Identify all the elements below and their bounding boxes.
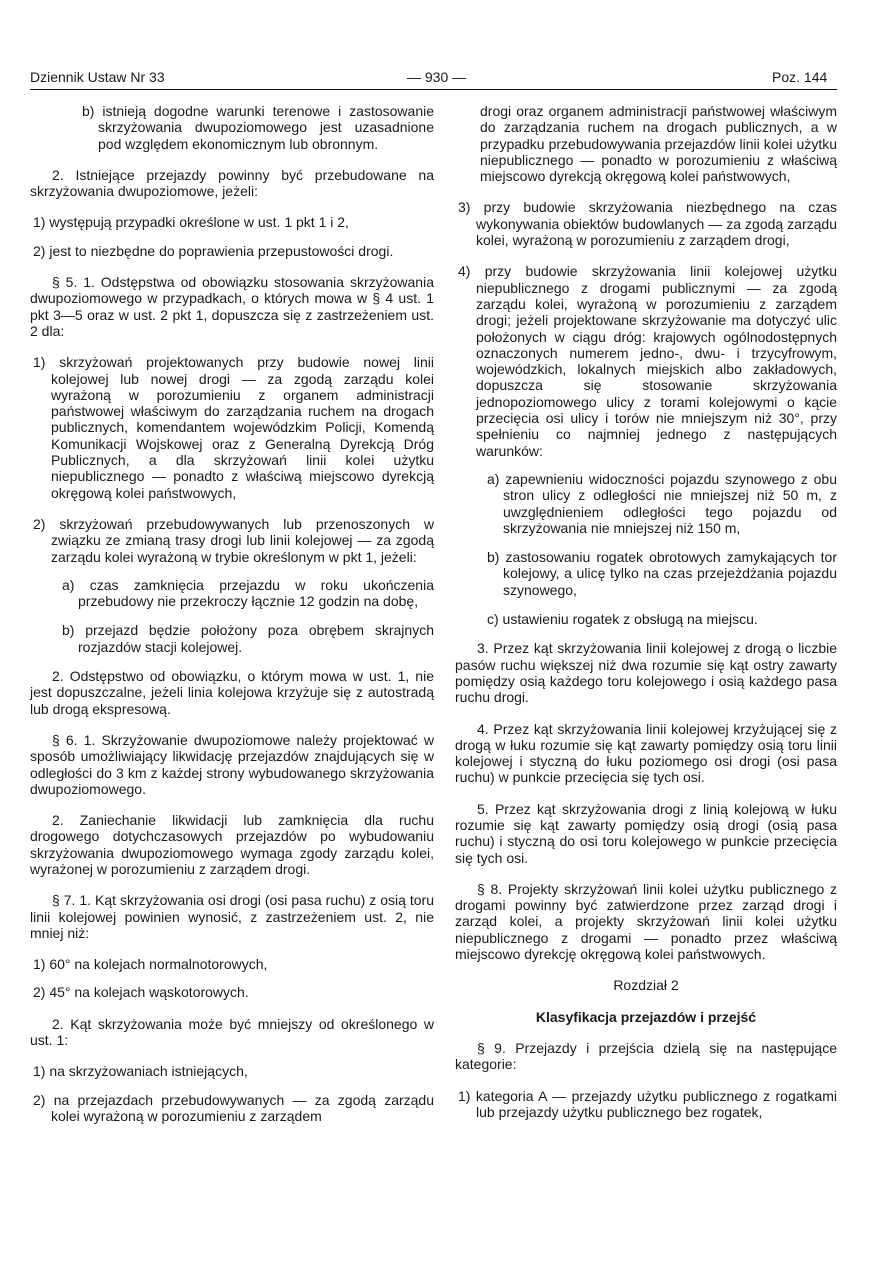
list-item: 4) przy budowie skrzyżowania linii kolejowej użytku niepublicznego z drogami publicznymi — za zgodą zarządu kolei, wyrażoną w porozumieniu z zarządem drogi; jeżeli projektowane skrzyżowanie ma dotyczyć ulic położonych w ciągu dróg: krajowych ogólnodostępnych oznaczonych numerem jedno-, dwu- i trzycyfrowym, wojewódzkich, lokalnych miejskich albo zakładowych, dopuszcza się stosowanie skrzyżowania jednopoziomowego ulicy z torami kolejowymi o kącie przecięcia osi ulicy i torów nie mniejszym niż 30°, przy spełnieniu co najmniej jednego z następujących warunków: — [458, 263, 837, 459]
paragraph: 2. Zaniechanie likwidacji lub zamknięcia dla ruchu drogowego dotychczasowych przejazdów po wybudowaniu skrzyżowania dwupoziomowego wymaga zgody zarządu kolei, wyrażonej w porozumieniu z zarządem drogi. — [30, 812, 434, 877]
list-item: 1) kategoria A — przejazdy użytku publicznego z rogatkami lub przejazdy użytku publicznego bez rogatek, — [458, 1087, 837, 1120]
paragraph: drogi oraz organem administracji państwowej właściwym do zarządzania ruchem na drogach publicznych, a w przypadku przebudowywania przejazdów linii kolei użytku niepublicznego — ponadto w porozumieniu z właściwą miejscowo dyrekcją okręgową kolei państwowych, — [480, 103, 837, 185]
paragraph: b) istnieją dogodne warunki terenowe i zastosowanie skrzyżowania dwupoziomowego jest uzasadnione pod względem ekonomicznym lub obronnym. — [82, 103, 434, 152]
paragraph: 2. Odstępstwo od obowiązku, o którym mowa w ust. 1, nie jest dopuszczalne, jeżeli linia kolejowa krzyżuje się z autostradą lub drogą ekspresową. — [30, 668, 434, 717]
list-item: 1) skrzyżowań projektowanych przy budowie nowej linii kolejowej lub nowej drogi — za zgodą zarządu kolei wyrażoną w porozumieniu z organem administracji państwowej właściwym do zarządzania ruchem na drogach publicznych, komendantem wojewódzkim Policji, Komendą Komunikacji Wojskowej oraz z Generalną Dyrekcją Dróg Publicznych, a dla skrzyżowań linii kolei użytku niepublicznego — ponadto z właściwą miejscowo dyrekcją okręgową kolei państwowych, — [33, 354, 434, 501]
page-number: — 930 — — [407, 69, 467, 85]
list-item: 2) na przejazdach przebudowywanych — za zgodą zarządu kolei wyrażoną w porozumieniu z zarządem — [33, 1091, 434, 1124]
paragraph: 5. Przez kąt skrzyżowania drogi z linią kolejową w łuku rozumie się kąt zawarty pomiędzy osią drogi (osią pasa ruchu) i styczną do osi toru kolejowego w punkcie przecięcia się tych osi. — [455, 800, 837, 866]
left-column — [30, 103, 434, 1139]
sub-list-item: b) przejazd będzie położony poza obrębem skrajnych rozjazdów stacji kolejowej. — [62, 622, 434, 655]
paragraph: § 8. Projekty skrzyżowań linii kolei użytku publicznego z drogami powinny być zatwierdzone przez zarząd drogi i zarząd kolei, a projekty skrzyżowań linii kolei użytku niepublicznego z drogami — ponadto przez właściwą miejscowo dyrekcję okręgową kolei państwowych. — [455, 880, 837, 963]
chapter-title: Klasyfikacja przejazdów i przejść — [535, 1008, 757, 1025]
paragraph: 2. Istniejące przejazdy powinny być przebudowane na skrzyżowania dwupoziomowe, jeżeli: — [30, 166, 434, 200]
list-item: 2) 45° na kolejach wąskotorowych. — [33, 984, 249, 1001]
list-item: 2) jest to niezbędne do poprawienia przepustowości drogi. — [33, 242, 394, 259]
list-item: 2) skrzyżowań przebudowywanych lub przenoszonych w związku ze zmianą trasy drogi lub linii kolejowej — za zgodą zarządu kolei wyrażoną w trybie określonym w pkt 1, jeżeli: — [33, 515, 434, 565]
position-number: Poz. 144 — [772, 69, 828, 85]
paragraph: 3. Przez kąt skrzyżowania linii kolejowej z drogą o liczbie pasów ruchu większej niż dwa rozumie się kąt ostry zawarty pomiędzy osią każdego toru kolejowego i osią każdego pasa ruchu drogi. — [455, 640, 837, 706]
sub-list-item: b) zastosowaniu rogatek obrotowych zamykających tor kolejowy, a ulicę tylko na czas przejeżdżania pojazdu szynowego, — [487, 549, 837, 598]
paragraph: 4. Przez kąt skrzyżowania linii kolejowej krzyżującej się z drogą w łuku rozumie się kąt zawarty pomiędzy osią toru linii kolejowej i styczną do łuku poziomego osi drogi (osi pasa ruchu) w punkcie przecięcia się tych osi. — [455, 720, 837, 786]
sub-list-item: a) zapewnieniu widoczności pojazdu szynowego z obu stron ulicy z odległości nie mniejszej niż 50 m, z uwzględnieniem odległości tego pojazdu od skrzyżowania nie mniejszej niż 150 m, — [487, 470, 837, 536]
journal-title: Dziennik Ustaw Nr 33 — [30, 69, 165, 85]
right-column — [455, 103, 837, 1135]
paragraph: § 9. Przejazdy i przejścia dzielą się na następujące kategorie: — [455, 1039, 837, 1073]
header-rule — [30, 89, 837, 90]
paragraph: § 5. 1. Odstępstwa od obowiązku stosowania skrzyżowania dwupoziomowego w przypadkach, o których mowa w § 4 ust. 1 pkt 3—5 oraz w ust. 2 pkt 1, dopuszcza się z zastrzeżeniem ust. 2 dla: — [30, 274, 434, 339]
list-item: 1) występują przypadki określone w ust. 1 pkt 1 i 2, — [33, 214, 349, 231]
list-item: 3) przy budowie skrzyżowania niezbędnego na czas wykonywania obiektów budowlanych — za zgodą zarządu kolei, wyrażoną w porozumieniu z zarządem drogi, — [458, 199, 837, 249]
sub-list-item: a) czas zamknięcia przejazdu w roku ukończenia przebudowy nie przekroczy łącznie 12 godzin na dobę, — [62, 576, 434, 610]
sub-list-item: c) ustawieniu rogatek z obsługą na miejscu. — [487, 611, 758, 628]
list-item: 1) 60° na kolejach normalnotorowych, — [33, 956, 268, 973]
paragraph: § 7. 1. Kąt skrzyżowania osi drogi (osi pasa ruchu) z osią toru linii kolejowej powinien wynosić, z zastrzeżeniem ust. 2, nie mniej niż: — [30, 892, 434, 941]
list-item: 1) na skrzyżowaniach istniejących, — [33, 1063, 248, 1080]
paragraph: § 6. 1. Skrzyżowanie dwupoziomowe należy projektować w sposób umożliwiający likwidację przejazdów znajdujących się w odległości do 3 km z każdej strony wybudowanego skrzyżowania dwupoziomowego. — [30, 731, 434, 797]
chapter-number: Rozdział 2 — [613, 977, 679, 994]
paragraph: 2. Kąt skrzyżowania może być mniejszy od określonego w ust. 1: — [30, 1015, 434, 1049]
